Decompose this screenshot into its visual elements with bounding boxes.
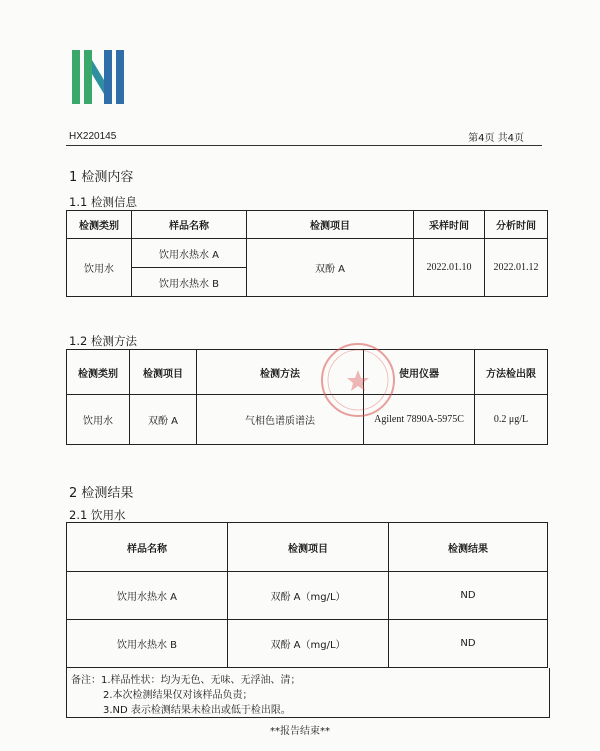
category-cell: 饮用水	[67, 239, 132, 297]
col-header: 分析时间	[485, 211, 548, 239]
subsection-title-drinking-water: 2.1 饮用水	[69, 508, 126, 522]
col-header: 使用仪器	[364, 350, 475, 395]
sample-name-cell: 饮用水热水 B	[132, 268, 247, 297]
col-header: 样品名称	[132, 211, 247, 239]
sample-name-cell: 饮用水热水 A	[132, 239, 247, 268]
subsection-title-method: 1.2 检测方法	[69, 334, 137, 348]
col-header: 检测方法	[197, 350, 364, 395]
result-value-cell: ND	[389, 620, 548, 668]
col-header: 方法检出限	[475, 350, 548, 395]
result-item-cell: 双酚 A（mg/L）	[228, 572, 389, 620]
method-category-cell: 饮用水	[67, 395, 130, 445]
col-header: 样品名称	[67, 523, 228, 572]
item-cell: 双酚 A	[247, 239, 414, 297]
detection-method-table	[66, 349, 548, 445]
remarks-box	[66, 668, 550, 718]
col-header: 检测项目	[247, 211, 414, 239]
result-item-cell: 双酚 A（mg/L）	[228, 620, 389, 668]
col-header: 检测类别	[67, 211, 132, 239]
instrument-cell: Agilent 7890A-5975C	[364, 395, 475, 445]
header-divider	[66, 145, 542, 146]
detection-info-table	[66, 210, 548, 297]
method-item-cell: 双酚 A	[130, 395, 197, 445]
results-table	[66, 522, 548, 668]
col-header: 检测结果	[389, 523, 548, 572]
analysis-time-cell: 2022.01.12	[485, 239, 548, 297]
detection-limit-cell: 0.2 μg/L	[475, 395, 548, 445]
report-number: HX220145	[69, 131, 117, 142]
remark-line: 备注：1.样品性状：均为无色、无味、无浮油、清；	[71, 675, 301, 686]
official-seal-stamp	[318, 340, 398, 420]
col-header: 采样时间	[414, 211, 485, 239]
remark-line: 3.ND 表示检测结果未检出或低于检出限。	[103, 705, 291, 716]
company-logo	[72, 50, 124, 104]
page-info: 第4页 共4页	[468, 133, 524, 144]
sampling-time-cell: 2022.01.10	[414, 239, 485, 297]
remark-line: 2.本次检测结果仅对该样品负责；	[103, 690, 253, 701]
result-value-cell: ND	[389, 572, 548, 620]
col-header: 检测项目	[228, 523, 389, 572]
report-end: **报告结束**	[270, 726, 330, 737]
col-header: 检测类别	[67, 350, 130, 395]
result-sample-cell: 饮用水热水 A	[67, 572, 228, 620]
subsection-title-info: 1.1 检测信息	[69, 195, 137, 209]
result-sample-cell: 饮用水热水 B	[67, 620, 228, 668]
section-title-detection-content: 1 检测内容	[69, 170, 134, 185]
col-header: 检测项目	[130, 350, 197, 395]
section-title-results: 2 检测结果	[69, 486, 134, 501]
method-name-cell: 气相色谱质谱法	[197, 395, 364, 445]
